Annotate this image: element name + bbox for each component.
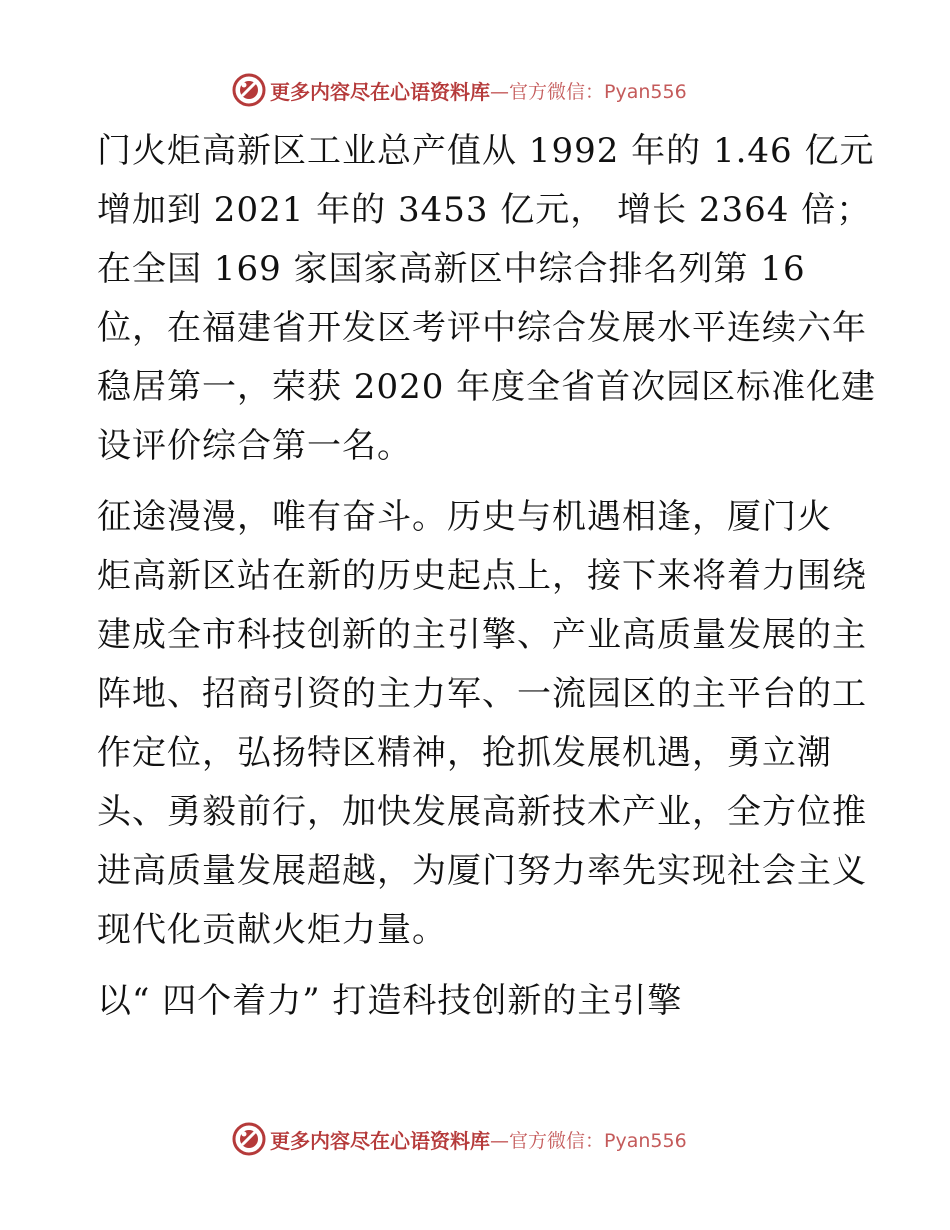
text-line: 头、勇毅前行，加快发展高新技术产业，全方位推	[97, 792, 867, 832]
text-line: 作定位，弘扬特区精神，抢抓发展机遇，勇立潮	[97, 733, 832, 773]
text-line: 建成全市科技创新的主引擎、产业高质量发展的主	[97, 615, 867, 655]
seal-logo-icon	[232, 73, 266, 107]
text-line: 设评价综合第一名。	[97, 426, 412, 466]
watermark-sub-text: —官方微信：Pyan556	[490, 1129, 687, 1152]
watermark-main-text: 更多内容尽在心语资料库	[270, 1128, 490, 1153]
paragraph-1	[97, 122, 877, 476]
text-line: 进高质量发展超越，为厦门努力率先实现社会主义	[97, 851, 867, 891]
text-line: 征途漫漫，唯有奋斗。历史与机遇相逢，厦门火	[97, 497, 832, 537]
heading-line: 以“ 四个着力” 打造科技创新的主引擎	[97, 981, 683, 1021]
text-line: 增加到 2021 年的 3453 亿元， 增长 2364 倍；	[97, 190, 872, 230]
document-body	[97, 122, 877, 1031]
text-line: 稳居第一，荣获 2020 年度全省首次园区标准化建	[97, 367, 877, 407]
text-line: 在全国 169 家国家高新区中综合排名列第 16	[97, 249, 806, 289]
text-line: 现代化贡献火炬力量。	[97, 910, 447, 950]
header-watermark	[232, 72, 687, 108]
text-line: 门火炬高新区工业总产值从 1992 年的 1.46 亿元	[97, 131, 875, 171]
text-line: 炬高新区站在新的历史起点上，接下来将着力围绕	[97, 556, 867, 596]
paragraph-2	[97, 488, 867, 960]
watermark-main-text: 更多内容尽在心语资料库	[270, 79, 490, 104]
text-line: 位，在福建省开发区考评中综合发展水平连续六年	[97, 308, 867, 348]
seal-logo-icon	[232, 1122, 266, 1156]
text-line: 阵地、招商引资的主力军、一流园区的主平台的工	[97, 674, 867, 714]
section-heading	[97, 972, 857, 1031]
watermark-sub-text: —官方微信：Pyan556	[490, 80, 687, 103]
footer-watermark	[232, 1121, 687, 1157]
